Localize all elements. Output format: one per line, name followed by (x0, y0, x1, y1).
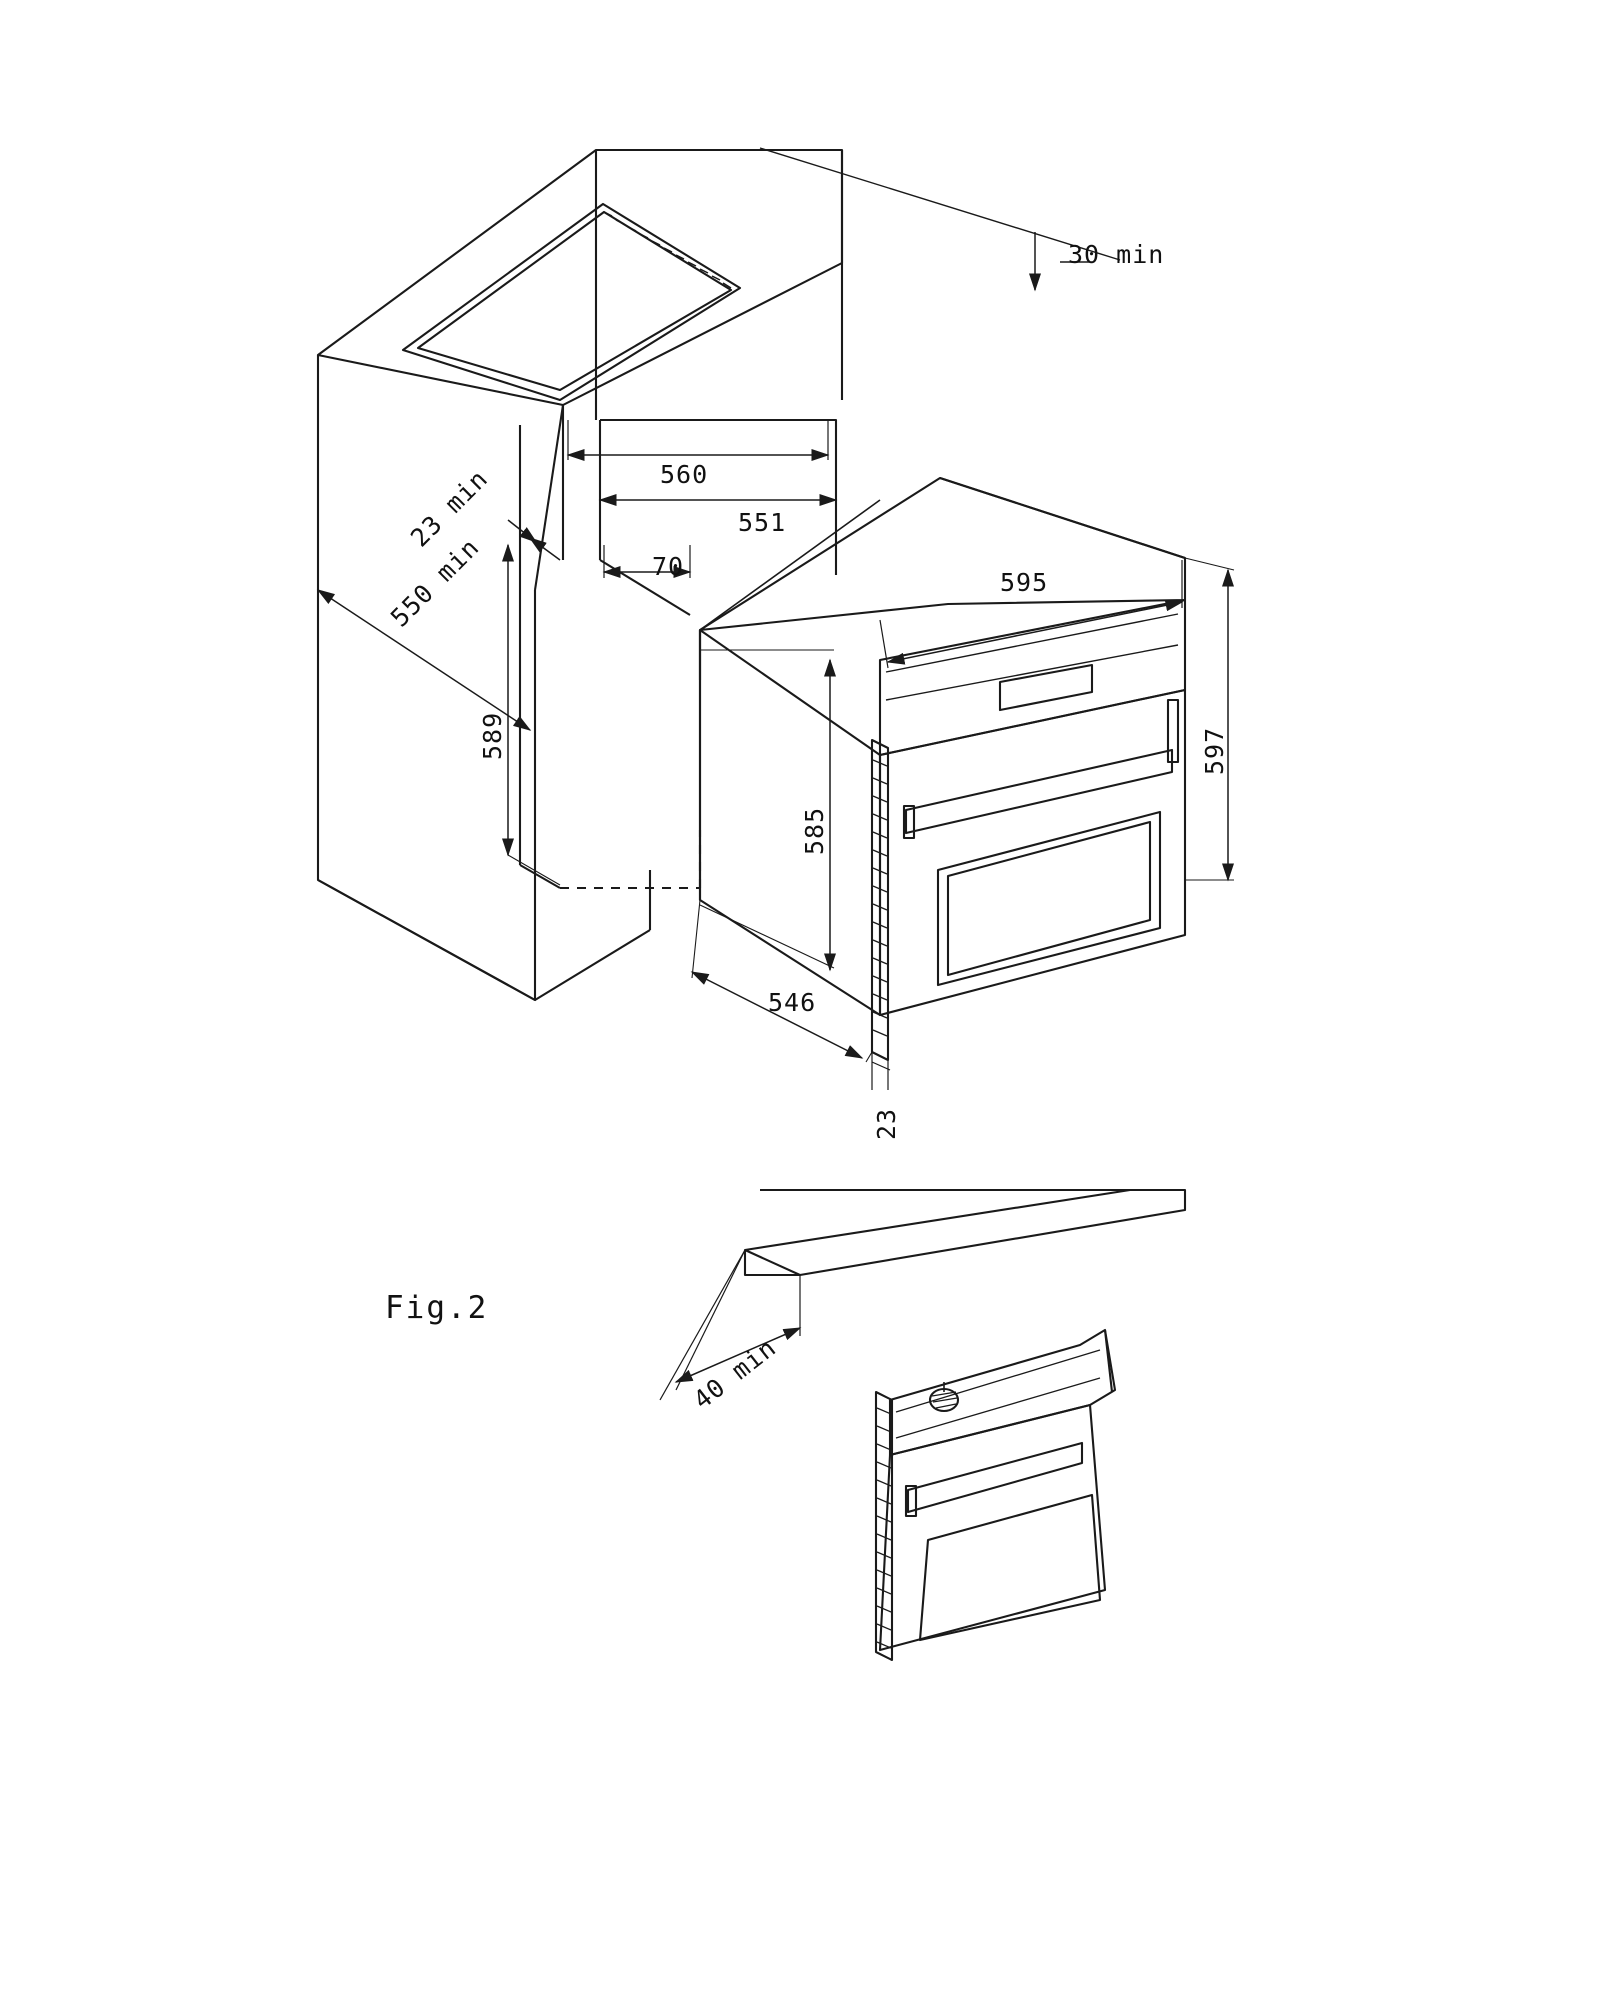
fig2-door-handle (908, 1443, 1082, 1512)
dimension-label-546: 546 (768, 988, 817, 1017)
dimension-label-30min: 30 min (1068, 240, 1165, 269)
oven-unit (700, 478, 1185, 1060)
dim-23-line (872, 1062, 890, 1070)
dimension-label-40min: 40 min (688, 1332, 782, 1415)
figure-caption: Fig.2 (385, 1290, 489, 1326)
cutout-hatching (604, 212, 731, 288)
dim-23min-arrow-b (530, 538, 560, 560)
dimension-label-560: 560 (660, 460, 709, 489)
dimension-label-23: 23 (872, 1107, 901, 1140)
cabinet-left-face (318, 355, 535, 1000)
fig2-door-window (920, 1495, 1100, 1640)
dimension-label-23min: 23 min (405, 463, 494, 553)
oven-body-top-edge (700, 500, 880, 630)
worktop-plate (745, 1190, 1185, 1275)
oven-left-side (700, 630, 880, 1015)
dimension-label-585: 585 (800, 806, 829, 855)
cabinet-front-top-edge (535, 405, 563, 590)
oven-control-panel (880, 600, 1185, 755)
dimension-label-551: 551 (738, 508, 787, 537)
niche-top-line (600, 420, 836, 575)
oven-display (1000, 665, 1092, 710)
cabinet-assembly (318, 150, 842, 1000)
dimension-label-595: 595 (1000, 568, 1049, 597)
cabinet-top-surface (318, 150, 842, 405)
oven-door-window (938, 812, 1160, 985)
fig2-oven-fascia (890, 1330, 1115, 1455)
dimension-label-597: 597 (1200, 726, 1229, 775)
fig2-assembly (745, 1190, 1185, 1660)
dimension-label-70: 70 (652, 552, 685, 581)
fig2-oven-door (880, 1405, 1105, 1650)
oven-door-handle (906, 750, 1172, 833)
fig2-flange-hatching (877, 1408, 891, 1648)
cabinet-cutout-inner (418, 212, 731, 390)
cabinet-bottom-front (535, 930, 650, 1000)
dimension-label-589: 589 (478, 711, 507, 760)
oven-top-panel (700, 478, 1185, 630)
cabinet-cutout-opening (403, 204, 740, 400)
dimension-label-550min: 550 min (385, 532, 485, 633)
dim-30min-extension (760, 148, 1120, 260)
